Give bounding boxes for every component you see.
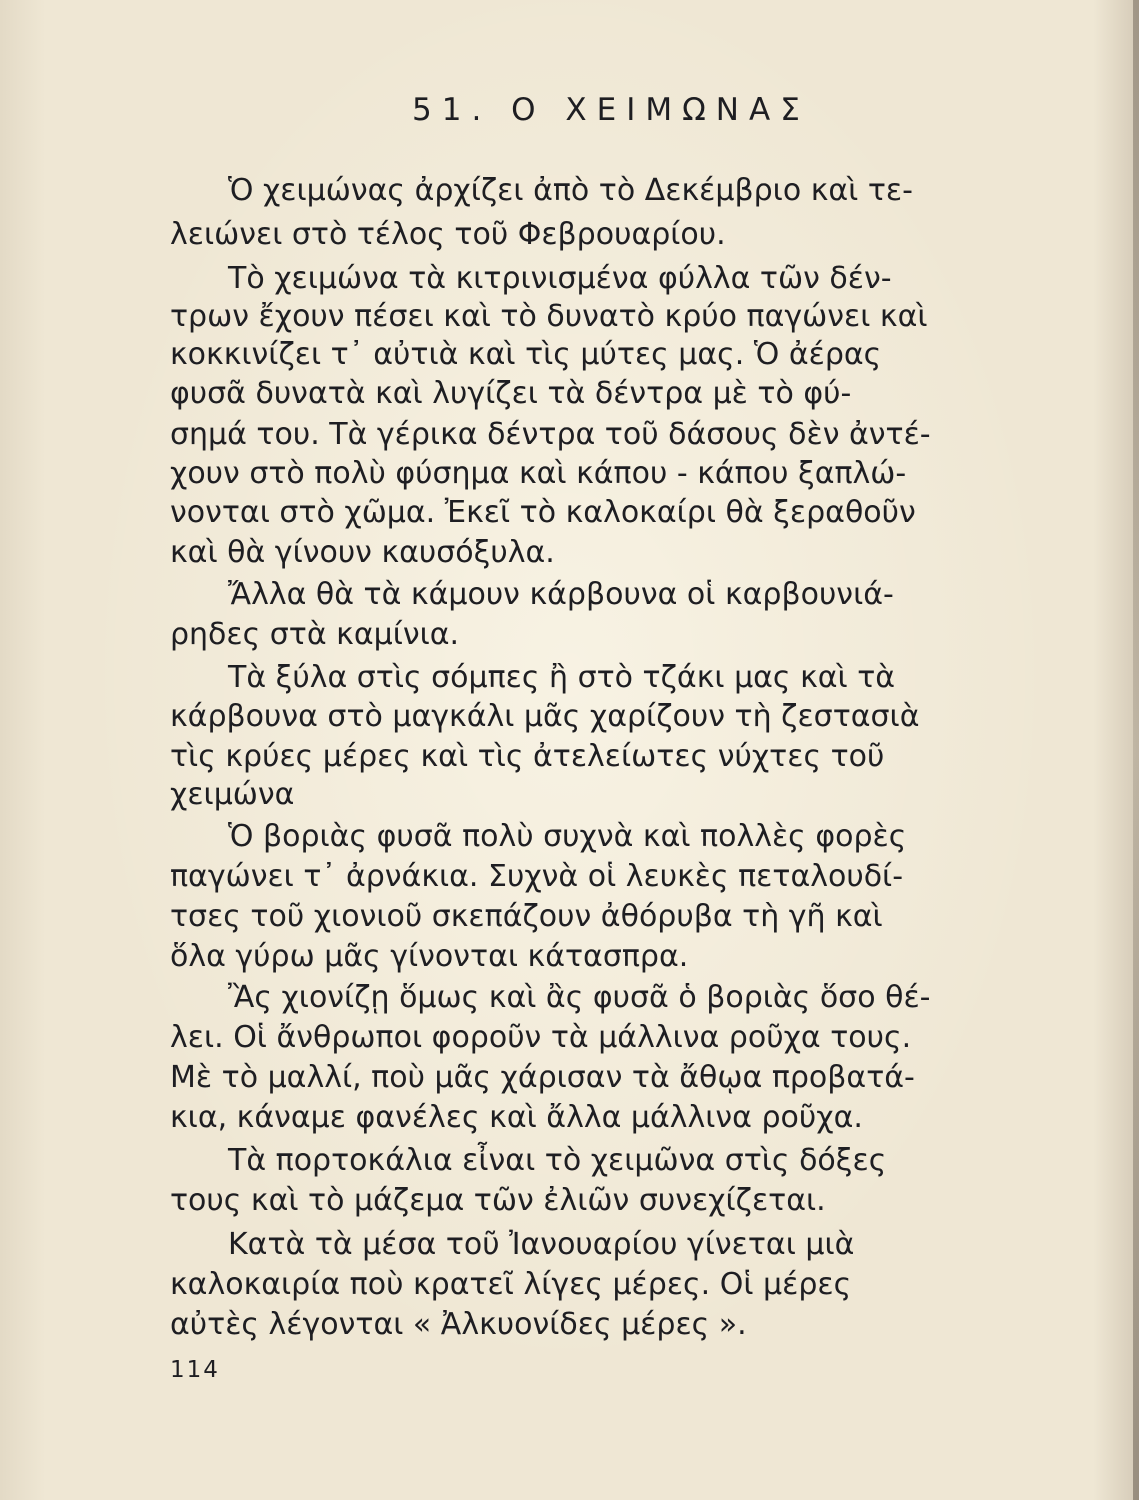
text-line: Ὁ χειμώνας ἀρχίζει ἀπὸ τὸ Δεκέμβριο καὶ τε- [228, 173, 913, 208]
text-line: Τὰ ξύλα στὶς σόμπες ἢ στὸ τζάκι μας καὶ τὰ [228, 660, 896, 695]
text-line: χουν στὸ πολὺ φύσημα καὶ κάπου - κάπου ξαπλώ- [170, 456, 907, 491]
text-line: ὅλα γύρω μᾶς γίνονται κάτασπρα. [170, 939, 689, 974]
text-line: Ἂς χιονίζῃ ὅμως καὶ ἂς φυσᾶ ὁ βοριὰς ὅσο θέ- [228, 980, 931, 1015]
text-line: τσες τοῦ χιονιοῦ σκεπάζουν ἀθόρυβα τὴ γῆ καὶ [170, 899, 883, 934]
text-line: τους καὶ τὸ μάζεμα τῶν ἐλιῶν συνεχίζεται. [170, 1183, 826, 1218]
text-line: τὶς κρύες μέρες καὶ τὶς ἀτελείωτες νύχτες τοῦ [170, 739, 885, 774]
text-line: Ἄλλα θὰ τὰ κάμουν κάρβουνα οἱ καρβουνιά- [228, 577, 894, 612]
chapter-title: 51. Ο ΧΕΙΜΩΝΑΣ [412, 92, 810, 128]
text-line: κοκκινίζει τ᾿ αὐτιὰ καὶ τὶς μύτες μας. Ὁ ἀέρας [170, 337, 882, 372]
text-line: κια, κάναμε φανέλες καὶ ἄλλα μάλλινα ροῦχα. [170, 1100, 863, 1135]
page-edge-shadow [1133, 0, 1139, 1500]
text-line: καὶ θὰ γίνουν καυσόξυλα. [170, 535, 555, 570]
text-line: Τὰ πορτοκάλια εἶναι τὸ χειμῶνα στὶς δόξες [228, 1143, 887, 1178]
text-line: νονται στὸ χῶμα. Ἐκεῖ τὸ καλοκαίρι θὰ ξεραθοῦν [170, 495, 916, 530]
text-line: Κατὰ τὰ μέσα τοῦ Ἰανουαρίου γίνεται μιὰ [228, 1227, 855, 1262]
text-line: λει. Οἱ ἄνθρωποι φοροῦν τὰ μάλλινα ροῦχα τους. [170, 1020, 912, 1055]
text-line: παγώνει τ᾿ ἀρνάκια. Συχνὰ οἱ λευκὲς πεταλουδί- [170, 859, 904, 894]
text-line: σημά του. Τὰ γέρικα δέντρα τοῦ δάσους δὲν ἀντέ- [170, 417, 931, 452]
text-line: καλοκαιρία ποὺ κρατεῖ λίγες μέρες. Οἱ μέρες [170, 1267, 852, 1302]
text-line: φυσᾶ δυνατὰ καὶ λυγίζει τὰ δέντρα μὲ τὸ φύ- [170, 376, 852, 411]
text-line: Τὸ χειμώνα τὰ κιτρινισμένα φύλλα τῶν δέν- [228, 261, 892, 296]
text-line: λειώνει στὸ τέλος τοῦ Φεβρουαρίου. [170, 217, 726, 252]
text-line: ρηδες στὰ καμίνια. [170, 617, 460, 652]
text-line: Μὲ τὸ μαλλί, ποὺ μᾶς χάρισαν τὰ ἄθῳα προβατά- [170, 1060, 915, 1095]
text-line: Ὁ βοριὰς φυσᾶ πολὺ συχνὰ καὶ πολλὲς φορὲς [228, 819, 907, 854]
text-line: χειμώνα [170, 777, 295, 812]
text-line: κάρβουνα στὸ μαγκάλι μᾶς χαρίζουν τὴ ζεστασιὰ [170, 699, 920, 734]
page-number: 114 [170, 1357, 220, 1383]
text-line: αὐτὲς λέγονται « Ἀλκυονίδες μέρες ». [170, 1307, 747, 1342]
text-line: τρων ἔχουν πέσει καὶ τὸ δυνατὸ κρύο παγώνει καὶ [170, 299, 928, 334]
